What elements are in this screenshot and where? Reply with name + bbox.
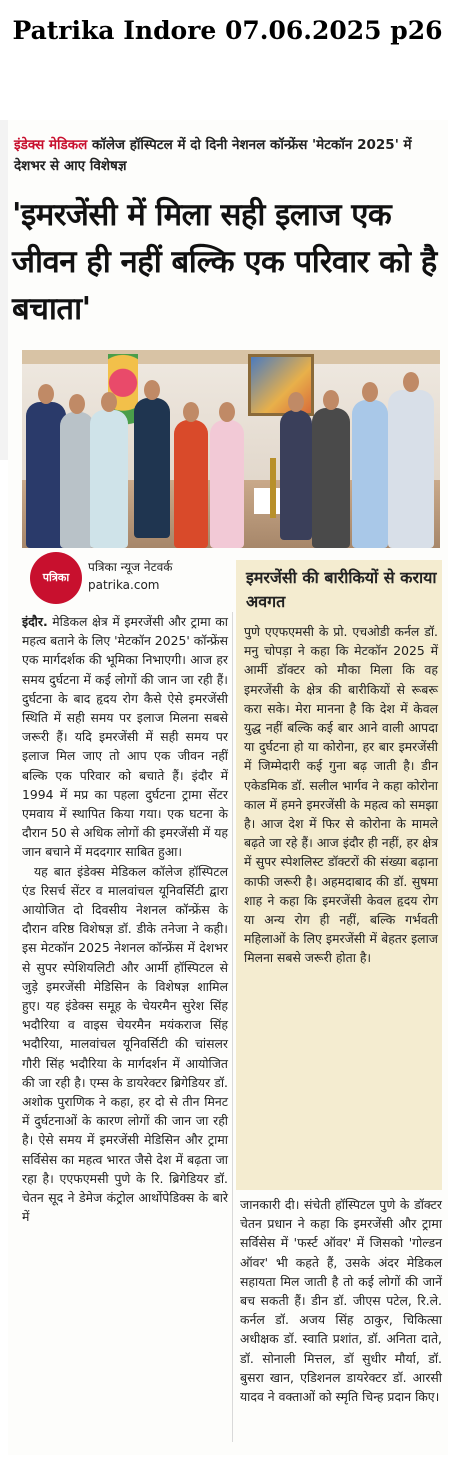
person	[388, 390, 434, 548]
kicker-highlight: इंडेक्स मेडिकल	[14, 137, 88, 153]
person	[134, 398, 170, 538]
article-kicker	[14, 135, 444, 177]
article-column-right: जानकारी दी। संचेती हॉस्पिटल पुणे के डॉक्टर चेतन प्रधान ने कहा कि इमरजेंसी और ट्रामा सर्विसेस में 'फर्स्ट ऑवर' में जिसको 'गोल्डन ऑवर' भी कहते हैं, उसके अंदर मेडिकल सहायता मिल जाती है तो कई लोगों की जानें बच सकती हैं। डीन डॉ. जीएस पटेल, रि.ले. कर्नल डॉ. अजय सिंह ठाकुर, चिकित्सा अधीक्षक डॉ. स्वाति प्रशांत, डॉ. अनिता दाते, डॉ. सोनाली मित्तल, डॉ सुधीर मौर्या, डॉ. बुसरा खान, एडिशनल डायरेक्टर डॉ. आरसी यादव ने वक्ताओं को स्मृति चिन्ह प्रदान किए।	[240, 1197, 442, 1405]
column-divider	[232, 612, 233, 1442]
person	[280, 410, 312, 540]
sidebar-body: पुणे एएफएमसी के प्रो. एचओडी कर्नल डॉ. मनु चोपड़ा ने कहा कि मेटकॉन 2025 में आर्मी डॉक्टर को मौका मिला कि वह इमरजेंसी के क्षेत्र की बारीकियों से रूबरू करा सके। मेरा मानना है कि देश में केवल युद्ध नहीं बल्कि कई बार आने वाली आपदा या दुर्घटना हो या कोरोना, हर बार इमरजेंसी में जिम्मेदारी कई गुना बढ़ जाती है। डीन एकेडमिक डॉ. सलील भार्गव ने कहा कोरोना काल में हमने इमरजेंसी के महत्व को समझा है। आज देश में फिर से कोरोना के मामले बढ़ते जा रहे हैं। आज इंदौर ही नहीं, हर क्षेत्र में सुपर स्पेशलिस्ट डॉक्टरों की संख्या बढ़ाना काफी जरूरी है। अहमदाबाद की डॉ. सुषमा शाह ने कहा कि इमरजेंसी केवल हृदय रोग या अन्य रोग ही नहीं, बल्कि गर्भवती महिलाओं के लिए इमरजेंसी में बेहतर इलाज मिलना सबसे जरूरी होता है।	[244, 624, 438, 966]
sidebar-heading: इमरजेंसी की बारीकियों से कराया अवगत	[246, 568, 437, 611]
byline	[88, 558, 173, 594]
person	[60, 412, 94, 548]
network-name: पत्रिका न्यूज नेटवर्क	[88, 560, 173, 574]
person	[210, 420, 244, 548]
kicker-text: कॉलेज हॉस्पिटल में दो दिनी नेशनल कॉन्फ्रेंस 'मेटकॉन 2025' में देशभर से आए विशेषज्ञ	[14, 137, 412, 174]
article-column-left	[22, 612, 228, 1227]
person	[312, 408, 350, 548]
paragraph: यह बात इंडेक्स मेडिकल कॉलेज हॉस्पिटल एंड रिसर्च सेंटर व मालवांचल यूनिवर्सिटी द्वारा आयोजित दो दिवसीय नेशनल कॉन्फ्रेंस के दौरान वरिष्ठ विशेषज्ञ डॉ. डीके तनेजा ने कही। इस मेटकॉन 2025 नेशनल कॉन्फ्रेंस में देशभर से सुपर स्पेशियलिटी और आर्मी हॉस्पिटल से जुड़े इमरजेंसी मेडिसिन के विशेषज्ञ शामिल हुए। यह इंडेक्स समूह के चेयरमैन सुरेश सिंह भदौरिया व वाइस चेयरमैन मयंकराज सिंह भदौरिया, मालवांचल यूनिवर्सिटी की चांसलर गौरी सिंह भदौरिया के मार्गदर्शन में आयोजित की जा रही है। एम्स के डायरेक्टर ब्रिगेडियर डॉ. अशोक पुराणिक ने कहा, हर दो से तीन मिनट में दुर्घटनाओं के कारण लोगों की जान जा रही है। ऐसे समय में इमरजेंसी मेडिसिन और ट्रामा सर्विसेस का महत्व भारत जैसे देश में बढ़ता जा रहा है। एएफएमसी पुणे के रि. ब्रिगेडियर डॉ. चेतन सूद ने डेमेज कंट्रोल आर्थोपेडिक्स के बारे में	[22, 863, 228, 1225]
patrika-logo: पत्रिका	[30, 552, 82, 604]
person	[174, 420, 208, 548]
person	[90, 410, 128, 548]
paragraph: मेडिकल क्षेत्र में इमरजेंसी और ट्रामा का महत्व बताने के लिए 'मेटकॉन 2025' कॉन्फ्रेंस एक मार्गदर्शक की भूमिका निभाएगी। आज हर समय दुर्घटना में कई लोगों की जान जा रही हैं। दुर्घटना के बाद हृदय रोग कैसे ऐसे इमरजेंसी स्थिति में सही समय पर इलाज मिलना सबसे जरूरी हैं। यदि इमरजेंसी में सही समय पर इलाज मिल जाए तो आप एक जीवन नहीं बल्कि एक परिवार को बचाते हैं। इंदौर में 1994 में मप्र का पहला दुर्घटना ट्रामा सेंटर एमवाय में स्थापित किया गया। एक घटना के दौरान 50 से अधिक लोगों की इमरजेंसी में यह जान बचाने में मददगार साबित हुआ।	[22, 614, 228, 860]
dateline: इंदौर.	[22, 614, 48, 629]
person	[352, 400, 388, 548]
article-headline: 'इमरजेंसी में मिला सही इलाज एक जीवन ही नहीं बल्कि एक परिवार को है बचाता'	[12, 197, 437, 327]
wall-painting	[248, 354, 314, 416]
adjacent-page-edge	[0, 120, 8, 460]
network-domain: patrika.com	[88, 578, 160, 592]
ceremonial-lamp	[270, 458, 276, 518]
event-photo	[22, 350, 440, 548]
clipping-caption: Patrika Indore 07.06.2025 p26	[12, 16, 443, 45]
